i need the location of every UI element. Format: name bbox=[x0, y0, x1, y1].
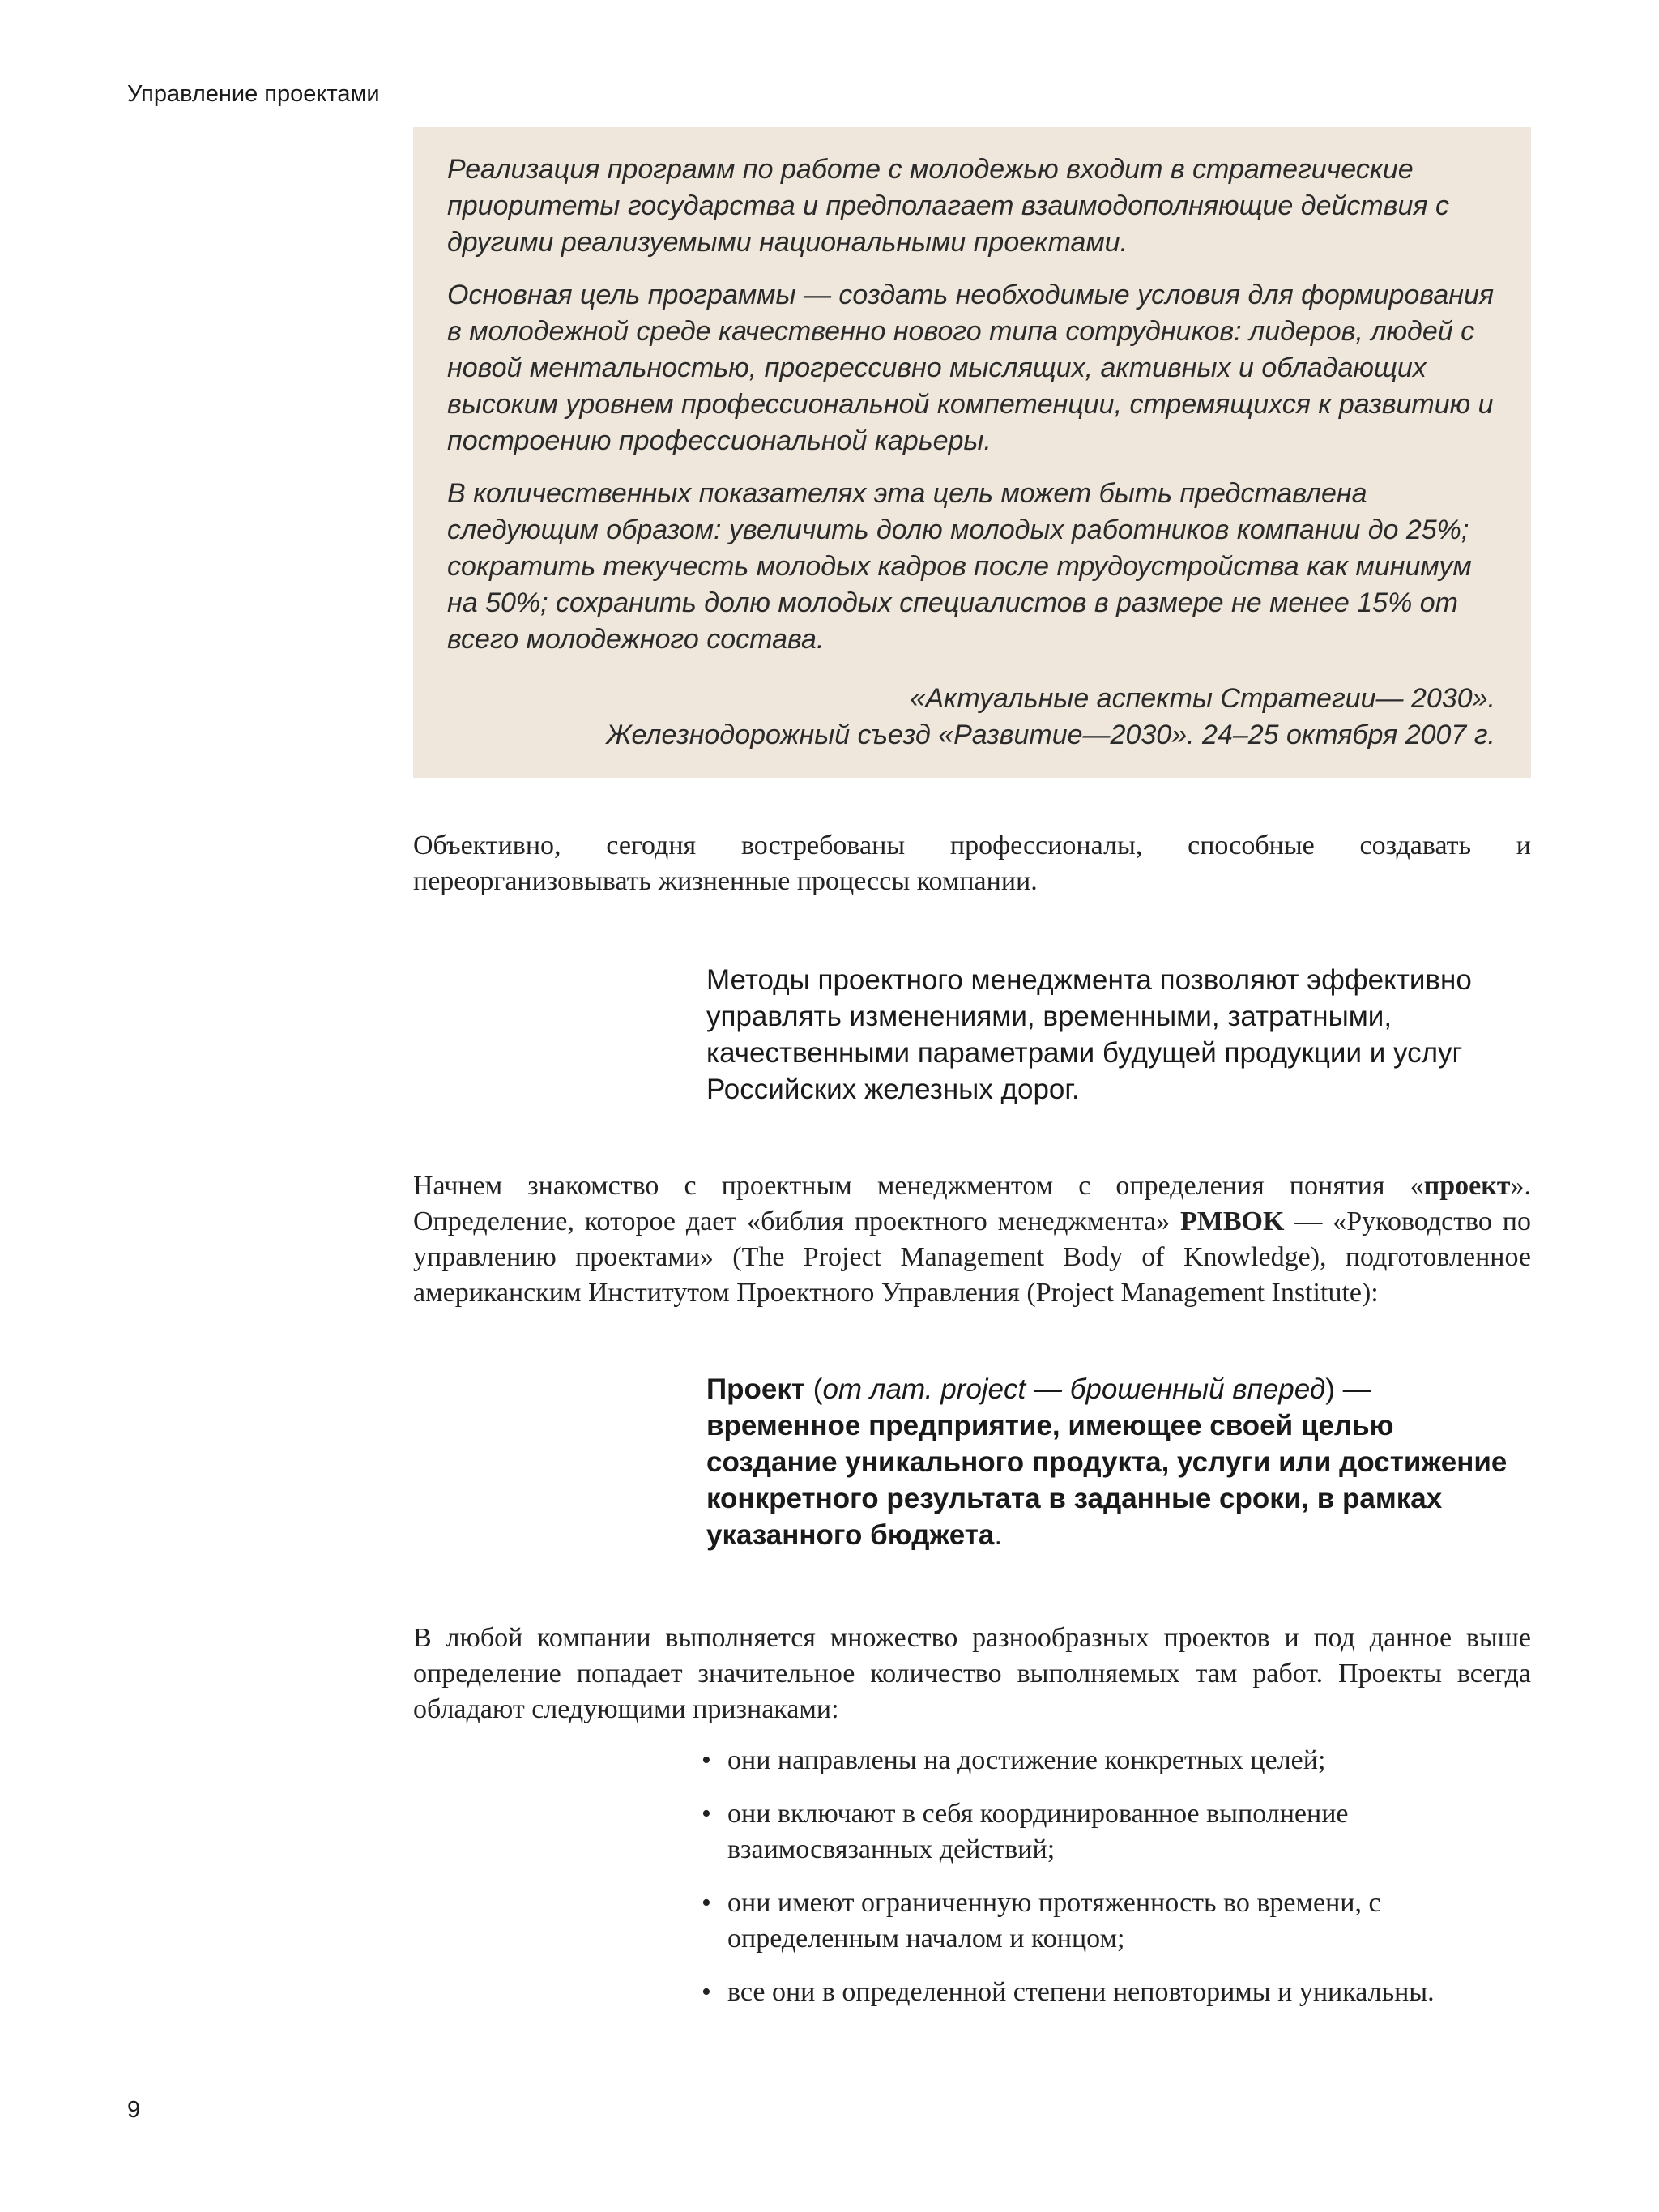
quote-paragraph: В количественных показателях эта цель может быть представлена следующим образом: увеличить долю молодых работников компании до 25%; сократить текучесть молодых кадров после трудоустройства как минимум на 50%; сохранить долю молодых специалистов в размере не менее 15% от всего молодежного состава. bbox=[447, 478, 1472, 655]
list-item-text: все они в определенной степени неповторимы и уникальны. bbox=[727, 1977, 1435, 2007]
body-paragraph: Объективно, сегодня востребованы профессионалы, способные создавать и переорганизовывать жизненные процессы компании. bbox=[413, 831, 1531, 896]
quote-source bbox=[447, 681, 1495, 754]
running-header: Управление проектами bbox=[127, 81, 380, 107]
definition-block bbox=[706, 1371, 1516, 1553]
quote-paragraph: Основная цель программы — создать необходимые условия для формирования в молодежной среде качественно нового типа сотрудников: лидеров, людей с новой ментальностью, прогрессивно мыслящих, активных и обладающих высоким уровнем профессиональной компетенции, стремящихся к развитию и построению профессиональной карьеры. bbox=[447, 280, 1495, 456]
bullet-icon: • bbox=[702, 1745, 711, 1775]
definition-paren: ( bbox=[805, 1373, 823, 1405]
list-item bbox=[702, 1885, 1512, 1957]
term-pmbok: PMBOK bbox=[1180, 1206, 1285, 1236]
paragraph-text: — «Руководство по управлению проектами» (The Project Management Body of Knowledge), подготовленное американским Институтом Проектного Управления (Project Management Institute): bbox=[413, 1206, 1531, 1308]
list-item bbox=[702, 1975, 1512, 2010]
callout-text: Методы проектного менеджмента позволяют эффективно управлять изменениями, временными, затратными, качественными параметрами будущей продукции и услуг Российских железных дорог. bbox=[706, 964, 1472, 1105]
quote-source-line: «Актуальные аспекты Стратегии— 2030». bbox=[910, 683, 1495, 714]
definition-end: . bbox=[994, 1519, 1003, 1551]
definition-paren: ) — bbox=[1325, 1373, 1371, 1405]
bullet-icon: • bbox=[702, 1888, 711, 1918]
definition-etymology: от лат. project — брошенный вперед bbox=[822, 1373, 1326, 1405]
quote-paragraph: Реализация программ по работе с молодежью входит в стратегические приоритеты государства и предполагает взаимодополняющие действия с другими реализуемыми национальными проектами. bbox=[447, 154, 1449, 258]
page-number: 9 bbox=[127, 2097, 141, 2123]
term-project: проект bbox=[1423, 1171, 1511, 1201]
list-item-text: они направлены на достижение конкретных целей; bbox=[727, 1745, 1326, 1775]
quote-source-line: Железнодорожный съезд «Развитие—2030». 24–25 октября 2007 г. bbox=[606, 720, 1495, 750]
paragraph-text: ». Определение, которое дает «библия проектного менеджмента» bbox=[413, 1171, 1531, 1236]
bullet-icon: • bbox=[702, 1799, 711, 1829]
body-paragraph bbox=[413, 1168, 1531, 1311]
definition-term: Проект bbox=[706, 1373, 806, 1405]
bullet-icon: • bbox=[702, 1977, 711, 2007]
list-item-text: они включают в себя координированное выполнение взаимосвязанных действий; bbox=[727, 1799, 1349, 1864]
body-paragraph: В любой компании выполняется множество разнообразных проектов и под данное выше определение попадает значительное количество выполняемых там работ. Проекты всегда обладают следующими признаками: bbox=[413, 1623, 1531, 1724]
paragraph-text: Начнем знакомство с проектным менеджментом с определения понятия « bbox=[413, 1171, 1424, 1201]
quote-box bbox=[413, 127, 1531, 778]
list-item bbox=[702, 1743, 1512, 1779]
list-item bbox=[702, 1796, 1512, 1868]
definition-text: временное предприятие, имеющее своей целью создание уникального продукта, услуги или достижение конкретного результата в заданные сроки, в рамках указанного бюджета bbox=[706, 1410, 1508, 1551]
list-item-text: они имеют ограниченную протяженность во времени, с определенным началом и концом; bbox=[727, 1888, 1381, 1954]
bullet-list bbox=[702, 1743, 1512, 2028]
